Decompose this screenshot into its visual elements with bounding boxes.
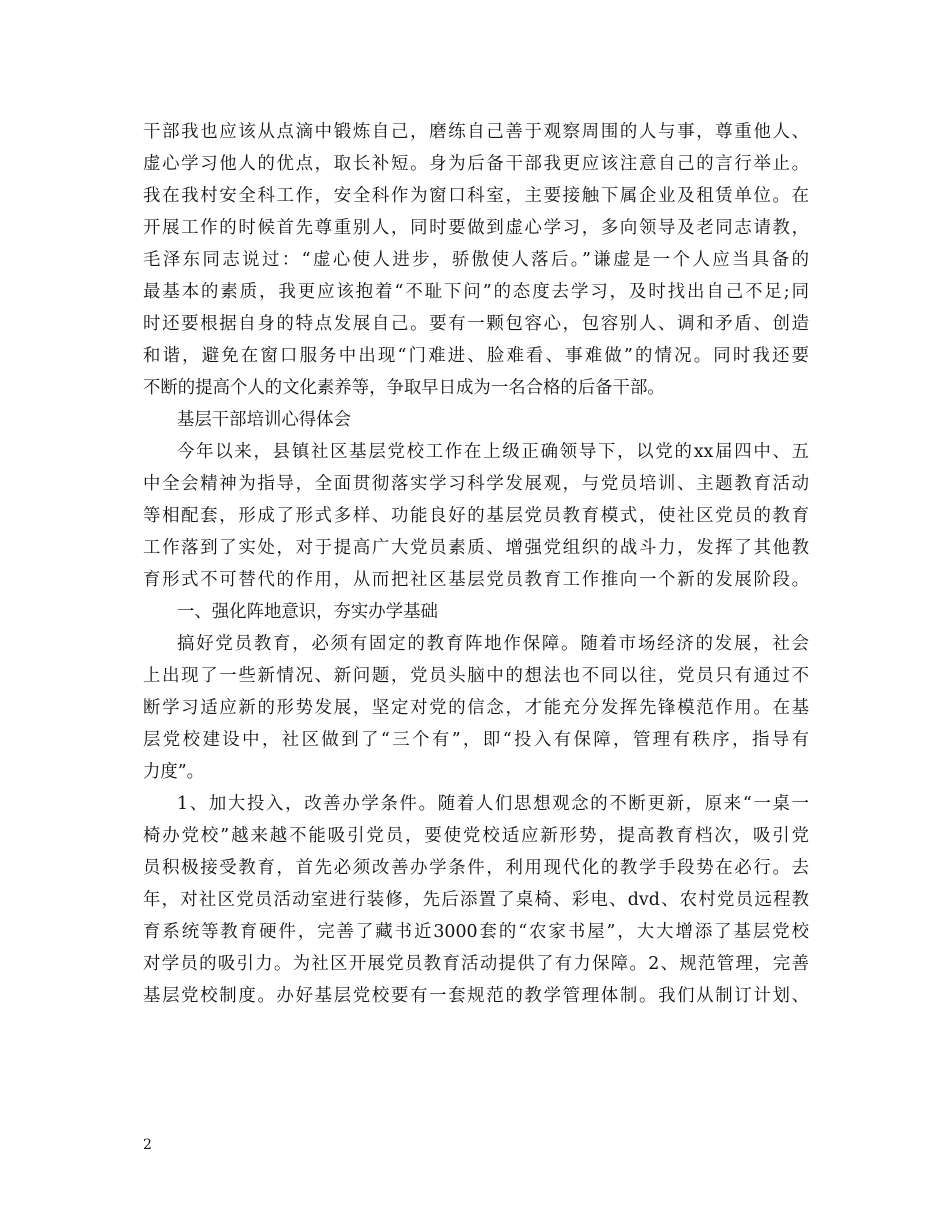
text-line: 育形式不可替代的作用，从而把社区基层党员教育工作推向一个新的发展阶段。 (143, 570, 809, 590)
text-line: 等相配套，形成了形式多样、功能良好的基层党员教育模式，使社区党员的教育 (143, 506, 809, 526)
text-line: 层党校建设中，社区做到了“三个有”，即“投入有保障，管理有秩序，指导有 (143, 730, 809, 750)
text-line: 我在我村安全科工作，安全科作为窗口科室，主要接触下属企业及租赁单位。在 (143, 186, 809, 206)
text-line: 不断的提高个人的文化素养等，争取早日成为一名合格的后备干部。 (143, 378, 665, 398)
text-line: 对学员的吸引力。为社区开展党员教育活动提供了有力保障。2、规范管理，完善 (143, 954, 809, 974)
text-line: 员积极接受教育，首先必须改善办学条件，利用现代化的教学手段势在必行。去 (143, 858, 809, 878)
text-line: 育系统等教育硬件，完善了藏书近3000套的“农家书屋”，大大增添了基层党校 (143, 922, 809, 942)
text-line: 时还要根据自身的特点发展自己。要有一颗包容心，包容别人、调和矛盾、创造 (143, 314, 809, 334)
document-body (143, 116, 809, 1012)
text-line: 干部我也应该从点滴中锻炼自己，磨练自己善于观察周围的人与事，尊重他人、 (143, 122, 809, 142)
text-line: 今年以来，县镇社区基层党校工作在上级正确领导下，以党的xx届四中、五 (177, 442, 809, 462)
text-line: 中全会精神为指导，全面贯彻落实学习科学发展观，与党员培训、主题教育活动 (143, 474, 809, 494)
page-number: 2 (143, 1137, 152, 1153)
text-line: 虚心学习他人的优点，取长补短。身为后备干部我更应该注意自己的言行举止。 (143, 154, 809, 174)
text-line: 一、强化阵地意识，夯实办学基础 (177, 602, 438, 622)
text-line: 上出现了一些新情况、新问题，党员头脑中的想法也不同以往，党员只有通过不 (143, 666, 809, 686)
text-line: 工作落到了实处，对于提高广大党员素质、增强党组织的战斗力，发挥了其他教 (143, 538, 809, 558)
text-line: 断学习适应新的形势发展，坚定对党的信念，才能充分发挥先锋模范作用。在基 (143, 698, 809, 718)
text-line: 最基本的素质，我更应该抱着“不耻下问”的态度去学习，及时找出自己不足;同 (143, 282, 809, 302)
text-line: 椅办党校”越来越不能吸引党员，要使党校适应新形势，提高教育档次，吸引党 (143, 826, 809, 846)
text-line: 和谐，避免在窗口服务中出现“门难进、脸难看、事难做”的情况。同时我还要 (143, 346, 809, 366)
text-line: 毛泽东同志说过：“虚心使人进步，骄傲使人落后。”谦虚是一个人应当具备的 (143, 250, 809, 270)
text-line: 搞好党员教育，必须有固定的教育阵地作保障。随着市场经济的发展，社会 (177, 634, 809, 654)
text-line: 开展工作的时候首先尊重别人，同时要做到虚心学习，多向领导及老同志请教， (143, 218, 809, 238)
text-line: 基层党校制度。办好基层党校要有一套规范的教学管理体制。我们从制订计划、 (143, 986, 809, 1006)
text-line: 年，对社区党员活动室进行装修，先后添置了桌椅、彩电、dvd、农村党员远程教 (143, 890, 809, 910)
text-line: 基层干部培训心得体会 (177, 410, 351, 430)
text-line: 力度”。 (143, 762, 205, 782)
text-line: 1、加大投入，改善办学条件。随着人们思想观念的不断更新，原来“一桌一 (177, 794, 809, 814)
